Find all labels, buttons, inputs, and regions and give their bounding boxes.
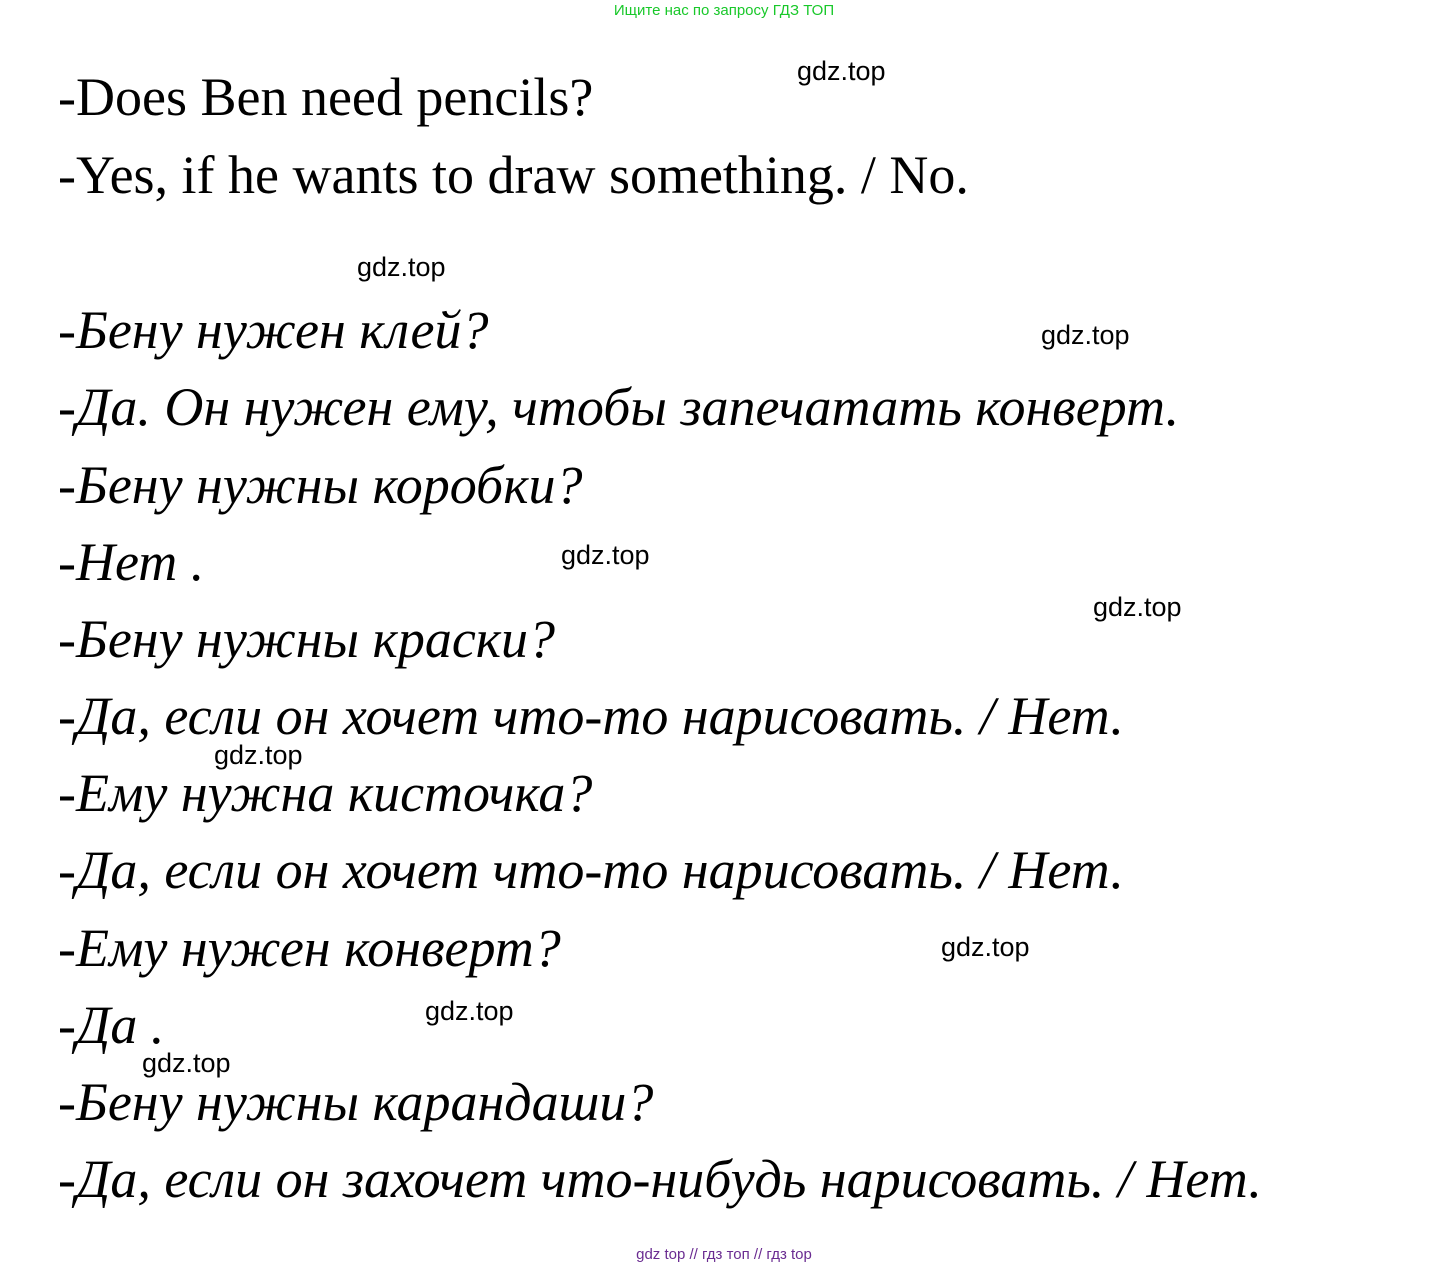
watermark: gdz.top xyxy=(425,996,514,1026)
answer-line: -Бену нужны краски? xyxy=(58,609,556,669)
answer-line: -Да, если он захочет что-нибудь нарисовать. / Нет. xyxy=(58,1149,1262,1209)
answer-line: -Нет . xyxy=(58,532,205,592)
watermark: gdz.top xyxy=(941,932,1030,962)
footer-links: gdz top // гдз топ // гдз top xyxy=(636,1246,812,1263)
answer-line: -Да, если он хочет что-то нарисовать. / Нет. xyxy=(58,686,1124,746)
watermark: gdz.top xyxy=(1041,320,1130,350)
answer-line: -Does Ben need pencils? xyxy=(58,67,594,127)
answer-line: -Бену нужен клей? xyxy=(58,300,489,360)
top-banner: Ищите нас по запросу ГДЗ ТОП xyxy=(613,2,835,19)
answer-line: -Ему нужна кисточка? xyxy=(58,763,593,823)
answer-line: -Да. Он нужен ему, чтобы запечатать конверт. xyxy=(58,377,1180,437)
watermark: gdz.top xyxy=(142,1048,231,1078)
answer-line: -Да, если он хочет что-то нарисовать. / Нет. xyxy=(58,840,1124,900)
watermark: gdz.top xyxy=(797,56,886,86)
answer-line: -Ему нужен конверт? xyxy=(58,918,561,978)
answer-line: -Yes, if he wants to draw something. / No. xyxy=(58,145,969,205)
watermark: gdz.top xyxy=(214,740,303,770)
watermark: gdz.top xyxy=(357,252,446,282)
answer-line: -Да . xyxy=(58,995,165,1055)
watermark: gdz.top xyxy=(561,540,650,570)
answer-line: -Бену нужны карандаши? xyxy=(58,1072,654,1132)
watermark: gdz.top xyxy=(1093,592,1182,622)
answer-line: -Бену нужны коробки? xyxy=(58,455,583,515)
